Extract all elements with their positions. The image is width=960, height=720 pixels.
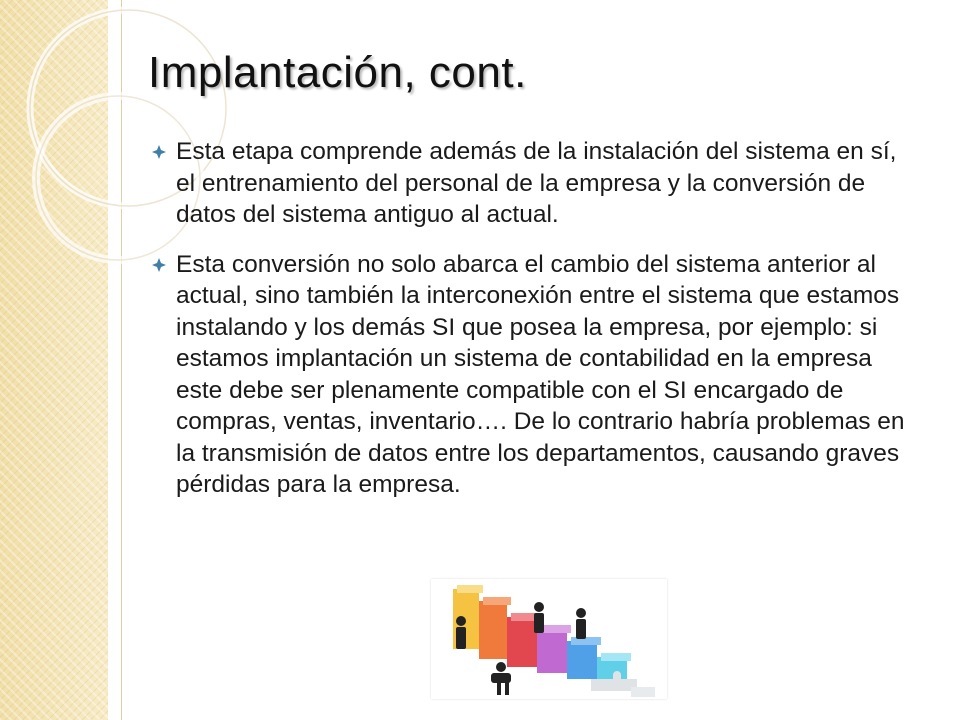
- slide-title: Implantación, cont.: [148, 48, 527, 97]
- diamond-bullet-icon: [152, 145, 166, 159]
- teamwork-illustration: [431, 579, 667, 699]
- diamond-bullet-icon: [152, 258, 166, 272]
- bullet-item: [148, 136, 908, 231]
- bullet-item: [148, 249, 908, 501]
- bullet-text: Esta conversión no solo abarca el cambio del sistema anterior al actual, sino también la interconexión entre el sistema que estamos instalando y los demás SI que posea la empresa, por ejemplo: si estamos implantación un sistema de contabilidad en la empresa este debe ser plenamente compatible con el SI encargado de compras, ventas, inventario…. De lo contrario habría problemas en la transmisión de datos entre los departamentos, causando graves pérdidas para la empresa.: [176, 250, 905, 498]
- bullet-text: Esta etapa comprende además de la instalación del sistema en sí, el entrenamiento del personal de la empresa y la conversión de datos del sistema antiguo al actual.: [176, 138, 897, 228]
- bullet-list: [148, 136, 908, 519]
- colored-blocks-image: [431, 579, 667, 699]
